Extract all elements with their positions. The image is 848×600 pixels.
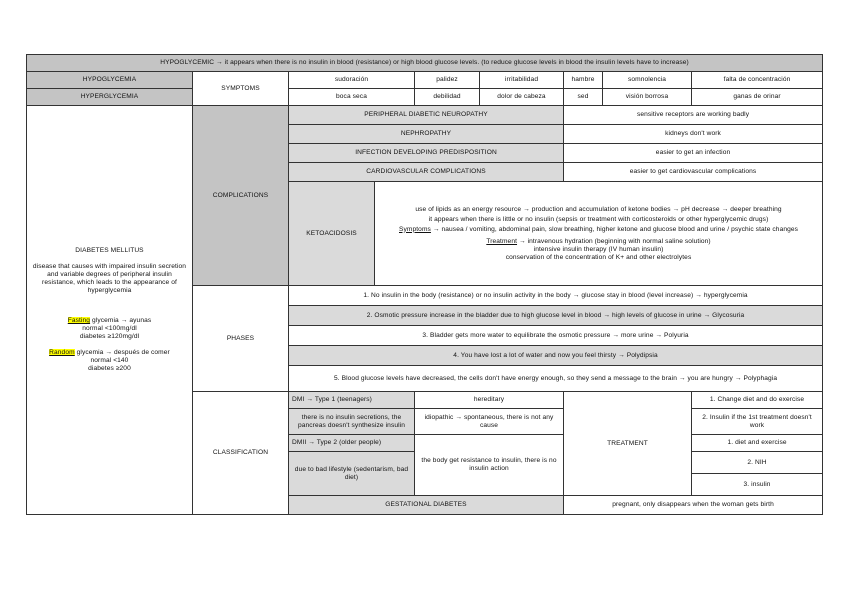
keto-treatment [381,238,816,262]
fasting-text: glycemia → ayunas [90,317,152,324]
treatment-item: 3. insulin [692,474,823,496]
treatment-item: 1. Change diet and do exercise [692,392,823,409]
symptom-cell: palidez [415,72,480,89]
phase-item: 2. Osmotic pressure increase in the bladder due to high glucose level in blood → high levels of glucose in urine → Glycosuria [289,306,823,326]
fasting-line [32,317,187,325]
treatment-label: TREATMENT [564,392,692,496]
gestational-desc: pregnant, only disappears when the woman gets birth [564,496,823,515]
random-normal: normal <140 [90,357,129,364]
treatment-item: 2. NIH [692,452,823,474]
type2-desc: due to bad lifestyle (sedentarism, bad diet) [289,452,415,496]
keto-symptoms-text: → nausea / vomiting, abdominal pain, slow breathing, higher ketone and glucose blood and urine / psychic state changes [430,225,799,233]
treatment-item: 2. Insulin if the 1st treatment doesn't work [692,409,823,435]
hereditary-cell: hereditary [415,392,564,409]
symptoms-label: SYMPTOMS [193,72,289,106]
keto-treatment-l1: → intravenous hydration (beginning with normal saline solution) [517,237,711,245]
phase-item: 3. Bladder gets more water to equilibrate the osmotic pressure → more urine → Polyuria [289,326,823,346]
table-title: HYPOGLYCEMIC → it appears when there is no insulin in blood (resistance) or high blood glucose levels. (to reduce glucose levels in blood the insulin levels have to increase) [27,55,823,72]
complication-desc: easier to get cardiovascular complications [564,163,823,182]
complication-desc: sensitive receptors are working badly [564,106,823,125]
symptom-cell: visión borrosa [603,89,692,106]
gestational-label: GESTATIONAL DIABETES [289,496,564,515]
symptom-cell: hambre [564,72,603,89]
type1-desc: there is no insulin secretions, the pancreas doesn't synthesize insulin [289,409,415,435]
symptom-cell: irritabilidad [480,72,564,89]
complications-label: COMPLICATIONS [193,106,289,286]
symptom-cell: falta de concentración [692,72,823,89]
phase-item: 4. You have lost a lot of water and now you feel thirsty → Polydipsia [289,346,823,366]
complication-name: INFECTION DEVELOPING PREDISPOSITION [289,144,564,163]
keto-line-1: use of lipids as an energy resource → production and accumulation of ketone bodies → pH decrease → deeper breathing [415,205,782,213]
fasting-label: Fasting [67,317,91,324]
symptom-cell: boca seca [289,89,415,106]
diabetes-mellitus-cell [27,106,193,515]
symptom-cell: dolor de cabeza [480,89,564,106]
phases-label: PHASES [193,286,289,392]
diabetes-summary-table [26,54,823,515]
type1-label: DMI → Type 1 (teenagers) [289,392,415,409]
complication-name: NEPHROPATHY [289,125,564,144]
ketoacidosis-label: KETOACIDOSIS [289,182,375,286]
keto-symptoms-label: Symptoms [399,225,431,233]
symptom-cell: sudoración [289,72,415,89]
random-label: Random [49,349,75,356]
random-text: glycemia → después de comer [74,349,170,356]
keto-treatment-label: Treatment [486,237,518,245]
complication-name: CARDIOVASCULAR COMPLICATIONS [289,163,564,182]
type2-mechanism: the body get resistance to insulin, there is no insulin action [415,435,564,496]
classification-label: CLASSIFICATION [193,392,289,515]
random-line [32,349,187,357]
keto-line-2: it appears when there is little or no insulin (sepsis or treatment with corticosteroids or other hyperglycemic drugs) [428,215,769,223]
type2-label: DMII → Type 2 (older people) [289,435,415,452]
idiopathic-cell: idiopathic → spontaneous, there is not any cause [415,409,564,435]
symptom-cell: ganas de orinar [692,89,823,106]
hypoglycemia-label: HYPOGLYCEMIA [27,72,193,89]
phase-item: 1. No insulin in the body (resistance) or no insulin activity in the body → glucose stay in blood (level increase) → hyperglycemia [289,286,823,306]
treatment-item: 1. diet and exercise [692,435,823,452]
ketoacidosis-desc [375,182,823,286]
diabetes-description: disease that causes with impaired insulin secretion and variable degrees of peripheral insulin resistance, which leads to the appearance of hyperglycemia [32,263,187,294]
complication-desc: easier to get an infection [564,144,823,163]
complication-desc: kidneys don't work [564,125,823,144]
symptom-cell: debilidad [415,89,480,106]
hyperglycemia-label: HYPERGLYCEMIA [27,89,193,106]
phase-item: 5. Blood glucose levels have decreased, the cells don't have energy enough, so they send a message to the brain → you are hungry → Polyphagia [289,366,823,392]
random-diabetes: diabetes ≥200 [88,365,131,372]
complication-name: PERIPHERAL DIABETIC NEUROPATHY [289,106,564,125]
fasting-diabetes: diabetes ≥120mg/dl [79,333,140,340]
keto-treatment-l2: intensive insulin therapy (IV human insulin) [533,245,664,253]
keto-symptoms [381,226,816,234]
symptom-cell: somnolencia [603,72,692,89]
diabetes-title: DIABETES MELLITUS [75,247,144,254]
keto-treatment-l3: conservation of the concentration of K+ and other electrolytes [505,253,692,261]
fasting-normal: normal <100mg/dl [82,325,137,332]
symptom-cell: sed [564,89,603,106]
